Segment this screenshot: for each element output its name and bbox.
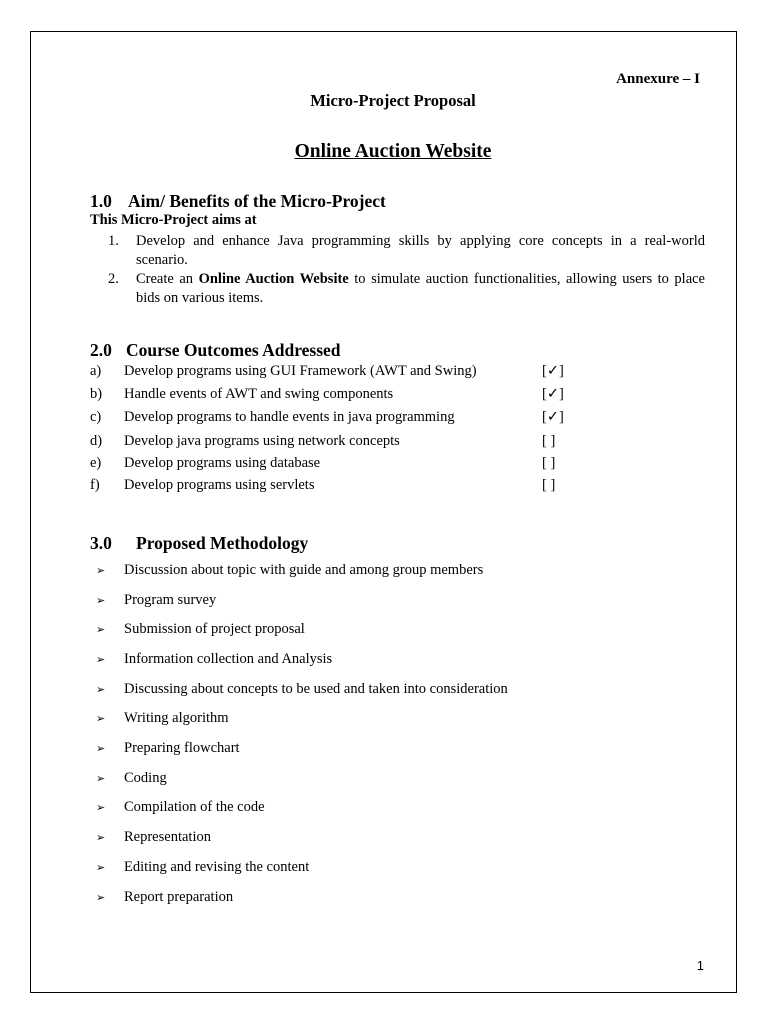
outcome-text: Develop java programs using network concepts [124,433,400,449]
aim-item-text [136,270,705,308]
arrow-bullet-icon: ➢ [96,773,106,785]
section-1-title: Aim/ Benefits of the Micro-Project [128,191,386,211]
section-2-heading [90,340,341,361]
course-outcome-row [90,363,590,383]
arrow-bullet-icon: ➢ [96,565,106,577]
section-3-number: 3.0 [90,533,112,553]
arrow-bullet-icon: ➢ [96,654,106,666]
checkbox-mark: [✓] [542,409,564,425]
aim-item-number: 2. [108,271,119,287]
outcome-text: Develop programs to handle events in java programming [124,409,455,425]
outcome-text: Handle events of AWT and swing components [124,386,394,402]
outcome-text: Develop programs using GUI Framework (AWT and Swing) [124,363,477,379]
aim-item-number: 1. [108,233,119,249]
arrow-bullet-icon: ➢ [96,743,106,755]
checkbox-mark: [ ] [542,433,556,449]
section-1-intro: This Micro-Project aims at [90,212,257,228]
methodology-text: Writing algorithm [124,710,229,726]
methodology-text: Coding [124,770,167,786]
methodology-text: Discussing about concepts to be used and taken into consideration [124,681,508,697]
methodology-text: Representation [124,829,211,845]
methodology-text: Report preparation [124,889,234,905]
methodology-text: Preparing flowchart [124,740,240,756]
section-3-title: Proposed Methodology [136,533,309,553]
course-outcome-row [90,386,590,406]
page-number: 1 [696,958,704,973]
aim-item-bold: Online Auction Website [198,271,349,287]
arrow-bullet-icon: ➢ [96,802,106,814]
section-2-number: 2.0 [90,340,112,360]
arrow-bullet-icon: ➢ [96,832,106,844]
aim-item [108,232,705,270]
outcome-text: Develop programs using database [124,455,321,471]
annexure-label: Annexure – I [616,71,700,87]
outcome-letter: d) [90,433,103,449]
methodology-text: Compilation of the code [124,799,265,815]
methodology-text: Discussion about topic with guide and among group members [124,562,484,578]
section-2-title: Course Outcomes Addressed [126,340,341,360]
checkbox-mark: [ ] [542,477,556,493]
checkbox-mark: [✓] [542,386,564,402]
aim-item [108,270,705,308]
course-outcome-row [90,455,590,475]
aim-item-text-post: to simulate auction functionalities, allowing users to place bids on various items. [136,271,705,306]
proposal-title: Micro-Project Proposal [310,91,476,110]
arrow-bullet-icon: ➢ [96,713,106,725]
outcome-letter: a) [90,363,102,379]
arrow-bullet-icon: ➢ [96,595,106,607]
project-title: Online Auction Website [294,141,492,162]
arrow-bullet-icon: ➢ [96,862,106,874]
course-outcome-row [90,409,590,429]
arrow-bullet-icon: ➢ [96,624,106,636]
course-outcome-row [90,477,590,497]
arrow-bullet-icon: ➢ [96,892,106,904]
outcome-letter: e) [90,455,102,471]
section-3-heading [90,533,308,554]
methodology-text: Submission of project proposal [124,621,305,637]
arrow-bullet-icon: ➢ [96,684,106,696]
section-1-number: 1.0 [90,191,112,211]
aim-list [108,232,705,308]
methodology-text: Editing and revising the content [124,859,310,875]
page-border [30,31,737,993]
outcome-letter: b) [90,386,103,402]
aim-item-text-pre: Create an [136,271,199,287]
outcome-letter: f) [90,477,100,493]
course-outcome-row [90,433,590,453]
outcome-letter: c) [90,409,102,425]
aim-item-text: Develop and enhance Java programming skills by applying core concepts in a real-world scenario. [136,233,705,268]
checkbox-mark: [ ] [542,455,556,471]
methodology-text: Program survey [124,592,217,608]
section-1-heading [90,191,386,212]
methodology-text: Information collection and Analysis [124,651,333,667]
checkbox-mark: [✓] [542,363,564,379]
outcome-text: Develop programs using servlets [124,477,315,493]
